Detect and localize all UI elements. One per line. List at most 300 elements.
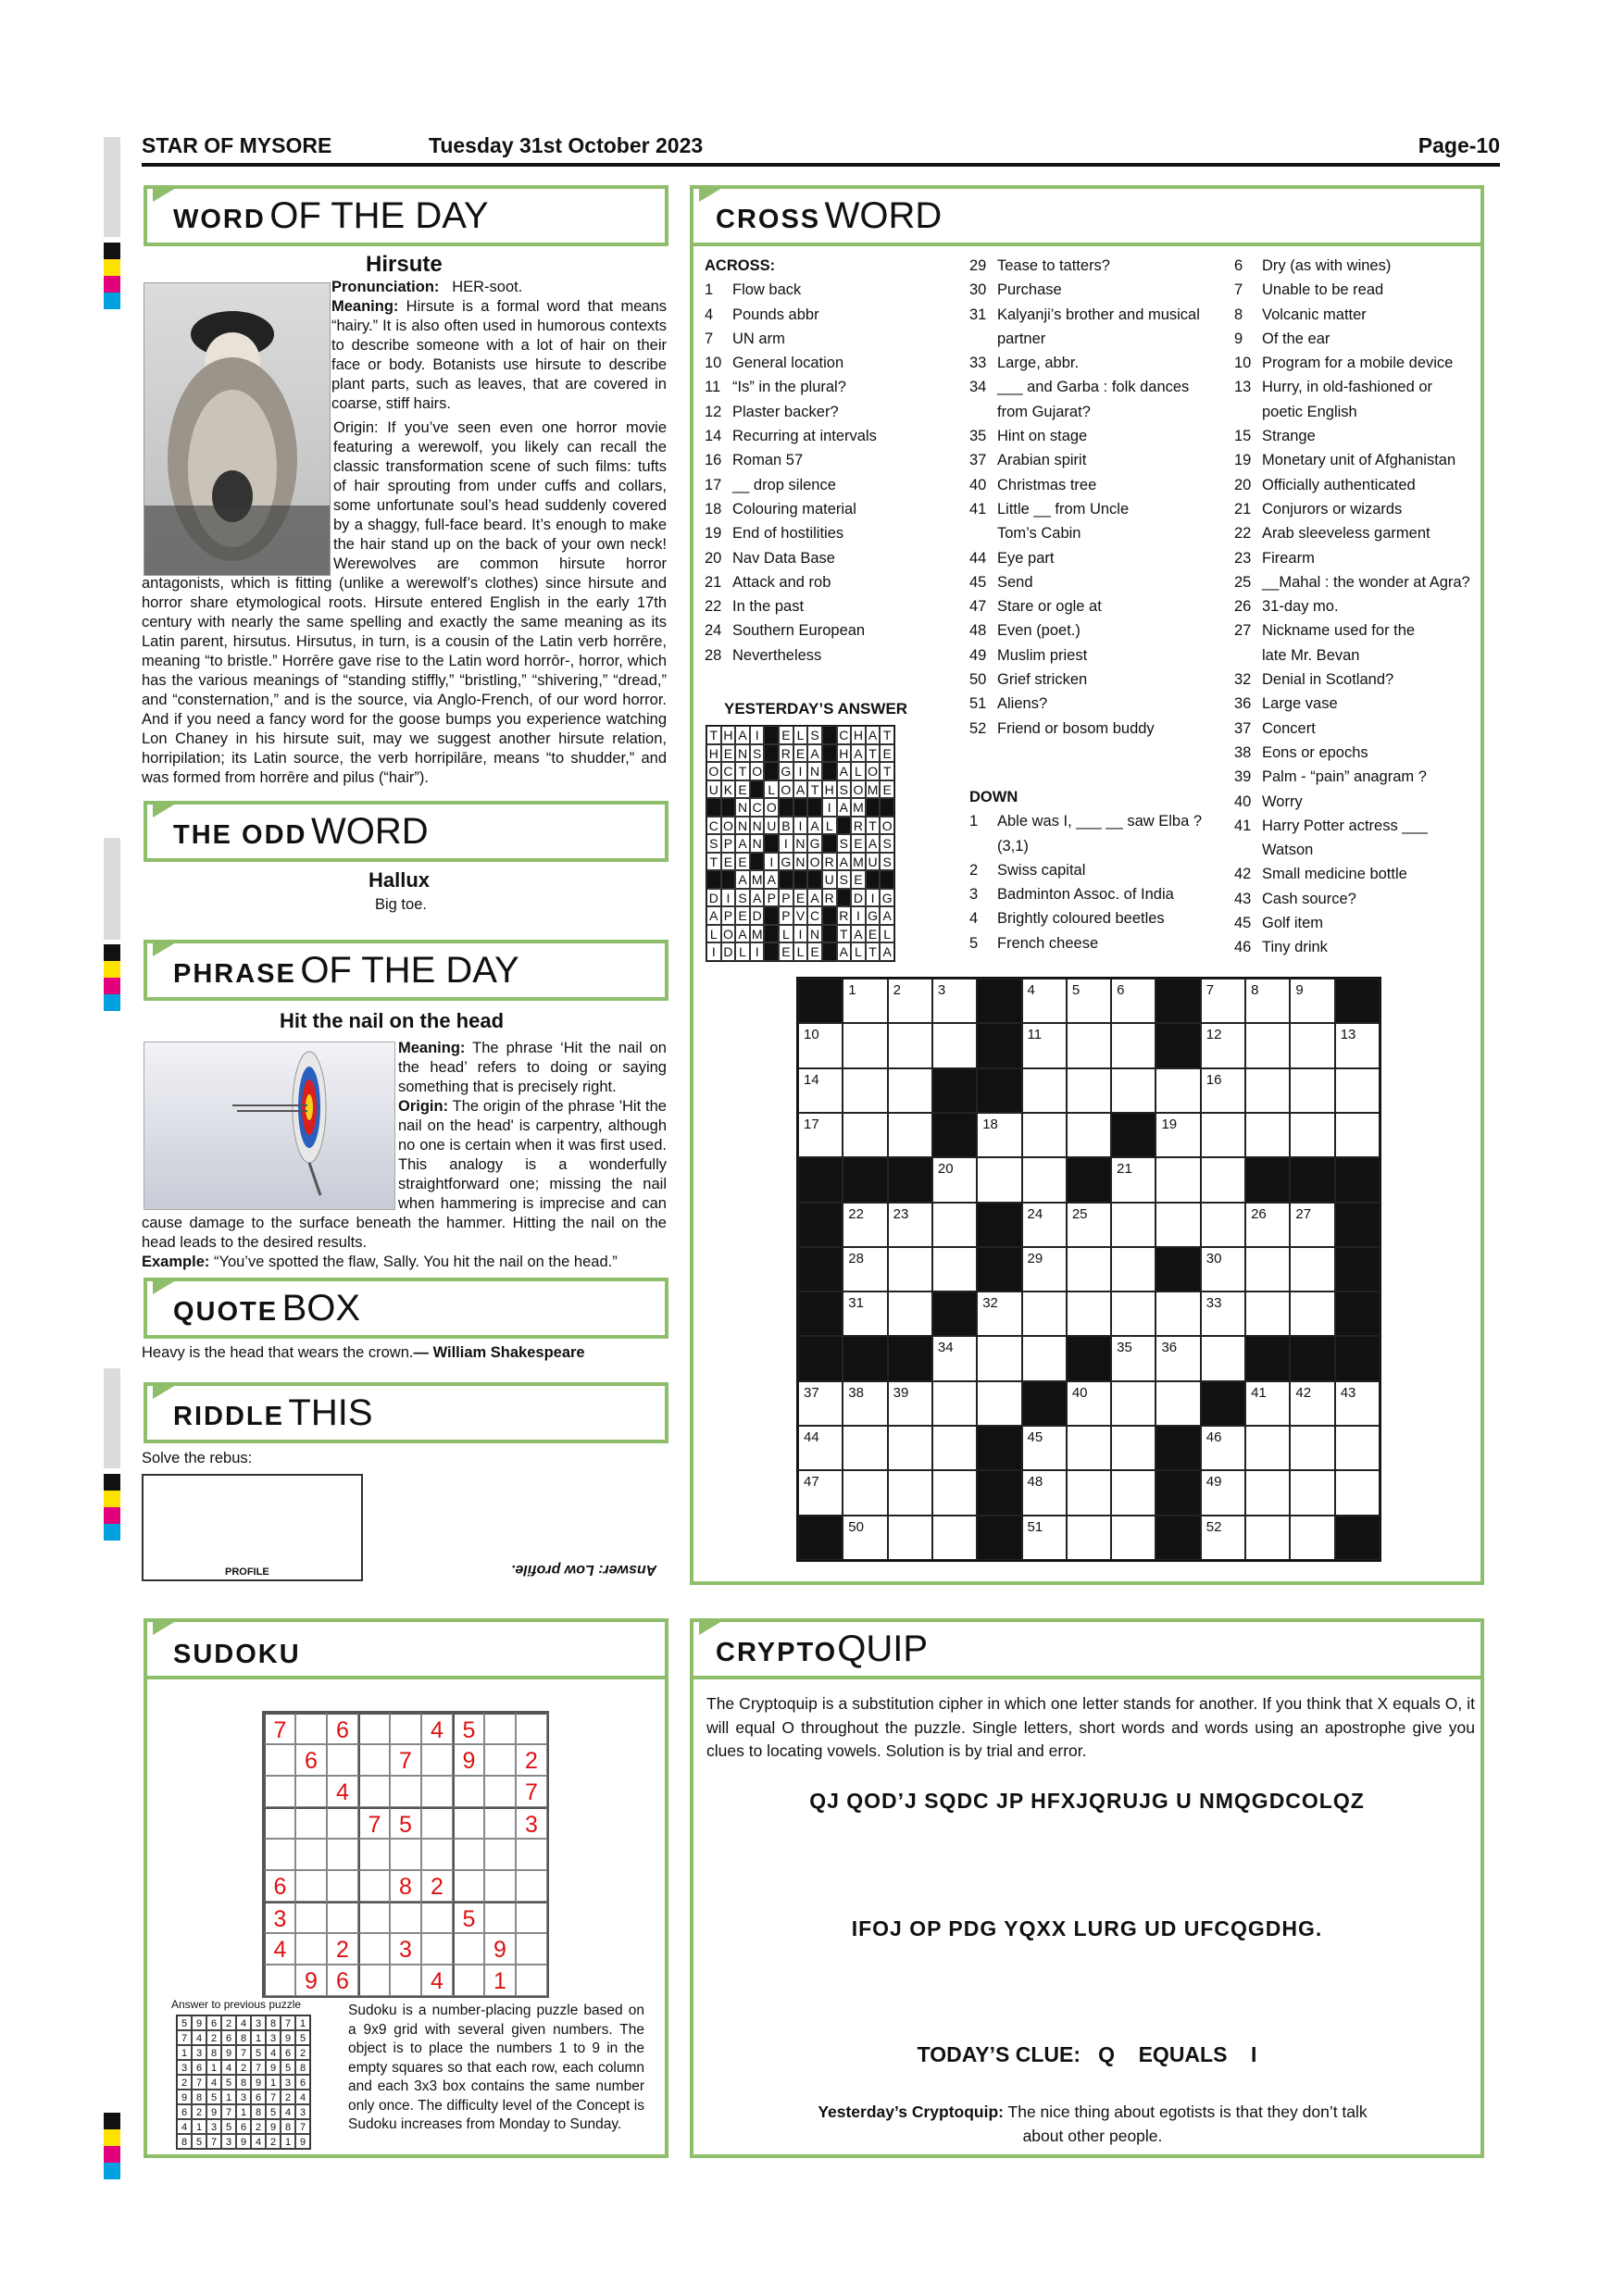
across-heading: ACROSS: bbox=[705, 257, 776, 274]
crossword-cell[interactable] bbox=[1245, 1292, 1290, 1336]
sudoku-cell[interactable] bbox=[358, 1839, 390, 1870]
sudoku-cell[interactable]: 4 bbox=[327, 1776, 358, 1807]
clue-item: 20 Officially authenticated bbox=[1234, 476, 1416, 493]
yesterday-cell: B bbox=[779, 817, 793, 835]
sudoku-cell[interactable]: 1 bbox=[484, 1965, 516, 1996]
sudoku-cell[interactable] bbox=[516, 1933, 547, 1965]
crossword-cell[interactable] bbox=[888, 1292, 932, 1336]
crossword-cell[interactable]: 22 bbox=[843, 1203, 887, 1247]
crossword-cell[interactable]: 49 bbox=[1201, 1470, 1245, 1515]
crossword-cell[interactable] bbox=[1111, 1247, 1156, 1292]
crossword-cell[interactable] bbox=[1335, 1113, 1380, 1157]
clue-item: 43 Cash source? bbox=[1234, 890, 1356, 907]
crossword-cell[interactable] bbox=[1335, 1426, 1380, 1470]
yesterday-cell bbox=[822, 834, 837, 853]
crossword-cell bbox=[798, 1336, 843, 1380]
crossword-cell bbox=[798, 979, 843, 1023]
sudoku-cell[interactable] bbox=[421, 1807, 453, 1839]
crossword-cell[interactable]: 10 bbox=[798, 1023, 843, 1067]
crossword-cell[interactable]: 32 bbox=[977, 1292, 1021, 1336]
crossword-cell[interactable] bbox=[843, 1470, 887, 1515]
yesterday-cell: G bbox=[779, 762, 793, 780]
clue-item: 51 Aliens? bbox=[969, 695, 1048, 713]
sudoku-cell[interactable] bbox=[295, 1807, 327, 1839]
crossword-cell[interactable]: 41 bbox=[1245, 1381, 1290, 1426]
crossword-cell[interactable] bbox=[888, 1426, 932, 1470]
sudoku-cell[interactable] bbox=[390, 1713, 421, 1744]
sudoku-cell[interactable] bbox=[453, 1839, 484, 1870]
yesterday-cell: U bbox=[706, 780, 721, 799]
sudoku-cell[interactable] bbox=[453, 1870, 484, 1902]
crossword-cell[interactable]: 47 bbox=[798, 1470, 843, 1515]
crossword-cell[interactable] bbox=[1111, 1381, 1156, 1426]
crossword-cell[interactable] bbox=[843, 1068, 887, 1113]
crossword-cell[interactable]: 2 bbox=[888, 979, 932, 1023]
previous-sudoku-cell: 1 bbox=[266, 2075, 281, 2090]
sudoku-cell[interactable]: 7 bbox=[516, 1776, 547, 1807]
publication-name: STAR OF MYSORE bbox=[142, 133, 332, 157]
sudoku-cell[interactable]: 2 bbox=[516, 1744, 547, 1776]
previous-sudoku-cell: 1 bbox=[236, 2104, 251, 2119]
sudoku-cell[interactable] bbox=[390, 1839, 421, 1870]
crossword-cell[interactable] bbox=[1111, 1203, 1156, 1247]
sudoku-cell[interactable] bbox=[421, 1933, 453, 1965]
crossword-cell[interactable]: 6 bbox=[1111, 979, 1156, 1023]
yesterday-cell: E bbox=[735, 906, 750, 925]
crossword-cell[interactable] bbox=[1156, 1381, 1200, 1426]
crossword-cell[interactable] bbox=[1111, 1470, 1156, 1515]
sudoku-cell[interactable]: 4 bbox=[421, 1965, 453, 1996]
sudoku-cell[interactable] bbox=[390, 1965, 421, 1996]
crossword-cell[interactable] bbox=[1290, 1247, 1334, 1292]
crossword-cell[interactable] bbox=[843, 1426, 887, 1470]
odd-word-title: THE ODD WORD bbox=[144, 801, 668, 862]
crossword-cell[interactable] bbox=[932, 1247, 977, 1292]
yesterday-cell: C bbox=[706, 817, 721, 835]
page-header bbox=[142, 131, 1500, 167]
yesterday-cell: L bbox=[706, 925, 721, 943]
sudoku-cell[interactable]: 7 bbox=[264, 1713, 295, 1744]
crossword-cell[interactable] bbox=[1290, 1426, 1334, 1470]
crossword-cell bbox=[1156, 1516, 1200, 1560]
clue-item: 40 Christmas tree bbox=[969, 476, 1097, 493]
previous-sudoku-cell: 2 bbox=[266, 2134, 281, 2149]
sudoku-cell[interactable] bbox=[295, 1839, 327, 1870]
crossword-cell[interactable] bbox=[1201, 1113, 1245, 1157]
clue-item: 1 Able was I, ___ __ saw Elba ? bbox=[969, 813, 1203, 830]
crossword-cell[interactable] bbox=[1111, 1023, 1156, 1067]
crossword-cell[interactable]: 14 bbox=[798, 1068, 843, 1113]
sudoku-cell[interactable]: 7 bbox=[358, 1807, 390, 1839]
previous-sudoku-cell: 3 bbox=[281, 2075, 295, 2090]
print-margin-bar bbox=[104, 137, 120, 237]
previous-sudoku-cell: 5 bbox=[281, 2060, 295, 2075]
clue-item: 50 Grief stricken bbox=[969, 671, 1088, 689]
crossword-cell bbox=[1067, 1157, 1111, 1202]
previous-sudoku-cell: 8 bbox=[281, 2119, 295, 2134]
crossword-cell[interactable] bbox=[1156, 1157, 1200, 1202]
sudoku-cell[interactable]: 2 bbox=[421, 1870, 453, 1902]
crossword-cell[interactable]: 21 bbox=[1111, 1157, 1156, 1202]
yesterday-cell: A bbox=[735, 870, 750, 889]
sudoku-cell[interactable] bbox=[453, 1776, 484, 1807]
sudoku-cell[interactable] bbox=[295, 1902, 327, 1933]
crossword-cell bbox=[1245, 1336, 1290, 1380]
sudoku-cell[interactable]: 9 bbox=[453, 1744, 484, 1776]
sudoku-cell[interactable] bbox=[484, 1744, 516, 1776]
sudoku-cell[interactable] bbox=[516, 1870, 547, 1902]
sudoku-cell[interactable] bbox=[358, 1713, 390, 1744]
sudoku-cell[interactable] bbox=[516, 1965, 547, 1996]
sudoku-cell[interactable]: 4 bbox=[264, 1933, 295, 1965]
crossword-cell bbox=[1335, 1157, 1380, 1202]
sudoku-cell[interactable] bbox=[453, 1965, 484, 1996]
crossword-cell[interactable] bbox=[977, 1336, 1021, 1380]
crossword-cell bbox=[1335, 1516, 1380, 1560]
crossword-cell[interactable]: 48 bbox=[1022, 1470, 1067, 1515]
crossword-cell[interactable] bbox=[1067, 1247, 1111, 1292]
sudoku-cell[interactable] bbox=[516, 1713, 547, 1744]
yesterday-cell: O bbox=[880, 817, 894, 835]
crossword-cell[interactable]: 20 bbox=[932, 1157, 977, 1202]
crossword-cell[interactable] bbox=[1156, 1068, 1200, 1113]
crossword-cell[interactable]: 19 bbox=[1156, 1113, 1200, 1157]
crossword-cell[interactable] bbox=[932, 1023, 977, 1067]
crossword-cell bbox=[888, 1157, 932, 1202]
crossword-cell[interactable]: 31 bbox=[843, 1292, 887, 1336]
crossword-cell[interactable] bbox=[1245, 1247, 1290, 1292]
sudoku-cell[interactable]: 5 bbox=[390, 1807, 421, 1839]
yesterday-cell: I bbox=[706, 942, 721, 961]
yesterday-cell bbox=[837, 889, 852, 907]
previous-sudoku-cell: 7 bbox=[281, 2015, 295, 2030]
sudoku-cell[interactable]: 3 bbox=[390, 1933, 421, 1965]
sudoku-cell[interactable] bbox=[327, 1839, 358, 1870]
clue-item: 7 UN arm bbox=[705, 330, 785, 347]
crossword-cell[interactable] bbox=[1290, 1292, 1334, 1336]
crossword-cell[interactable]: 25 bbox=[1067, 1203, 1111, 1247]
crossword-cell[interactable]: 38 bbox=[843, 1381, 887, 1426]
crossword-cell[interactable]: 36 bbox=[1156, 1336, 1200, 1380]
crossword-cell[interactable] bbox=[1067, 1023, 1111, 1067]
previous-sudoku-cell: 4 bbox=[192, 2030, 206, 2045]
sudoku-cell[interactable] bbox=[484, 1776, 516, 1807]
sudoku-cell[interactable]: 5 bbox=[453, 1902, 484, 1933]
crossword-cell[interactable] bbox=[1067, 1426, 1111, 1470]
yesterday-cell: T bbox=[706, 726, 721, 744]
crossword-cell[interactable] bbox=[1290, 1516, 1334, 1560]
previous-sudoku-cell: 6 bbox=[295, 2075, 310, 2090]
sudoku-cell[interactable] bbox=[264, 1965, 295, 1996]
phrase-of-day-phrase: Hit the nail on the head bbox=[280, 1009, 505, 1032]
crossword-cell[interactable]: 35 bbox=[1111, 1336, 1156, 1380]
yesterday-cell: G bbox=[807, 834, 822, 853]
crossword-cell[interactable] bbox=[977, 1157, 1021, 1202]
crossword-cell[interactable] bbox=[888, 1068, 932, 1113]
sudoku-cell[interactable] bbox=[421, 1776, 453, 1807]
sudoku-cell[interactable] bbox=[358, 1902, 390, 1933]
sudoku-cell[interactable] bbox=[484, 1839, 516, 1870]
crossword-cell bbox=[843, 1336, 887, 1380]
odd-word-meaning: Big toe. bbox=[375, 896, 427, 913]
yesterday-cell: C bbox=[721, 762, 736, 780]
yesterday-cell: T bbox=[866, 817, 881, 835]
sudoku-cell[interactable] bbox=[421, 1902, 453, 1933]
crossword-cell[interactable] bbox=[843, 1023, 887, 1067]
crossword-cell[interactable]: 39 bbox=[888, 1381, 932, 1426]
previous-sudoku-cell: 3 bbox=[236, 2090, 251, 2104]
crossword-cell[interactable]: 8 bbox=[1245, 979, 1290, 1023]
crossword-cell[interactable] bbox=[1156, 1203, 1200, 1247]
crossword-cell[interactable]: 34 bbox=[932, 1336, 977, 1380]
crossword-cell[interactable] bbox=[1022, 1292, 1067, 1336]
yesterday-cell: A bbox=[851, 744, 866, 763]
crossword-cell[interactable]: 23 bbox=[888, 1203, 932, 1247]
crossword-cell[interactable] bbox=[932, 1203, 977, 1247]
sudoku-cell[interactable] bbox=[484, 1902, 516, 1933]
clue-item: 20 Nav Data Base bbox=[705, 549, 835, 567]
crossword-cell[interactable]: 28 bbox=[843, 1247, 887, 1292]
crossword-cell[interactable] bbox=[888, 1470, 932, 1515]
yesterday-cell: N bbox=[735, 744, 750, 763]
clue-item: 23 Firearm bbox=[1234, 549, 1315, 567]
sudoku-cell[interactable]: 6 bbox=[264, 1870, 295, 1902]
sudoku-cell[interactable] bbox=[358, 1965, 390, 1996]
crossword-cell[interactable]: 3 bbox=[932, 979, 977, 1023]
sudoku-cell[interactable] bbox=[516, 1902, 547, 1933]
sudoku-cell[interactable] bbox=[358, 1870, 390, 1902]
previous-sudoku-cell: 6 bbox=[281, 2045, 295, 2060]
crossword-cell[interactable]: 24 bbox=[1022, 1203, 1067, 1247]
previous-sudoku-cell: 2 bbox=[177, 2075, 192, 2090]
crossword-cell[interactable] bbox=[1245, 1068, 1290, 1113]
crossword-cell[interactable]: 12 bbox=[1201, 1023, 1245, 1067]
sudoku-cell[interactable]: 6 bbox=[327, 1713, 358, 1744]
sudoku-cell[interactable] bbox=[516, 1839, 547, 1870]
yesterday-cell: R bbox=[822, 889, 837, 907]
sudoku-cell[interactable] bbox=[358, 1933, 390, 1965]
sudoku-cell[interactable] bbox=[327, 1807, 358, 1839]
yesterday-cell: D bbox=[851, 889, 866, 907]
sudoku-cell[interactable] bbox=[358, 1744, 390, 1776]
crossword-cell[interactable]: 13 bbox=[1335, 1023, 1380, 1067]
crossword-cell[interactable]: 17 bbox=[798, 1113, 843, 1157]
yesterday-cell: P bbox=[779, 889, 793, 907]
crossword-cell[interactable] bbox=[1022, 1336, 1067, 1380]
crossword-cell[interactable] bbox=[1022, 1068, 1067, 1113]
crossword-cell[interactable]: 29 bbox=[1022, 1247, 1067, 1292]
crossword-cell[interactable] bbox=[1111, 1068, 1156, 1113]
sudoku-cell[interactable]: 2 bbox=[327, 1933, 358, 1965]
yesterday-cell: D bbox=[750, 906, 765, 925]
crossword-cell[interactable] bbox=[1156, 1292, 1200, 1336]
crossword-cell[interactable] bbox=[932, 1381, 977, 1426]
sudoku-cell[interactable]: 9 bbox=[295, 1965, 327, 1996]
crossword-cell[interactable]: 42 bbox=[1290, 1381, 1334, 1426]
sudoku-cell[interactable] bbox=[484, 1713, 516, 1744]
sudoku-cell[interactable] bbox=[390, 1902, 421, 1933]
crossword-cell[interactable] bbox=[888, 1113, 932, 1157]
clue-item: 16 Roman 57 bbox=[705, 452, 804, 469]
crossword-cell[interactable]: 46 bbox=[1201, 1426, 1245, 1470]
crossword-cell[interactable]: 1 bbox=[843, 979, 887, 1023]
crossword-cell[interactable]: 51 bbox=[1022, 1516, 1067, 1560]
yesterday-cell: N bbox=[793, 834, 808, 853]
sudoku-cell[interactable] bbox=[390, 1776, 421, 1807]
clue-item: 26 31-day mo. bbox=[1234, 598, 1339, 616]
crossword-cell[interactable]: 44 bbox=[798, 1426, 843, 1470]
crossword-cell[interactable]: 7 bbox=[1201, 979, 1245, 1023]
crossword-cell[interactable] bbox=[1067, 1068, 1111, 1113]
crossword-cell[interactable] bbox=[843, 1113, 887, 1157]
sudoku-cell[interactable] bbox=[264, 1776, 295, 1807]
crossword-cell[interactable]: 11 bbox=[1022, 1023, 1067, 1067]
sudoku-cell[interactable] bbox=[264, 1839, 295, 1870]
sudoku-cell[interactable]: 3 bbox=[516, 1807, 547, 1839]
sudoku-cell[interactable] bbox=[264, 1744, 295, 1776]
down-heading: DOWN bbox=[969, 789, 1018, 805]
crossword-cell[interactable]: 45 bbox=[1022, 1426, 1067, 1470]
previous-sudoku-cell: 7 bbox=[206, 2134, 221, 2149]
crossword-cell[interactable]: 5 bbox=[1067, 979, 1111, 1023]
yesterday-cell: A bbox=[866, 834, 881, 853]
crossword-cell[interactable] bbox=[1245, 1023, 1290, 1067]
crossword-cell[interactable] bbox=[1067, 1470, 1111, 1515]
crossword-cell[interactable] bbox=[1290, 1470, 1334, 1515]
crossword-cell[interactable] bbox=[1111, 1426, 1156, 1470]
previous-sudoku-cell: 8 bbox=[206, 2045, 221, 2060]
sudoku-cell[interactable]: 5 bbox=[453, 1713, 484, 1744]
previous-sudoku-cell: 3 bbox=[251, 2015, 266, 2030]
color-registration-mark bbox=[104, 1474, 120, 1541]
crossword-cell[interactable] bbox=[1290, 1068, 1334, 1113]
crossword-cell[interactable] bbox=[1111, 1516, 1156, 1560]
crossword-cell bbox=[932, 1113, 977, 1157]
crossword-cell[interactable]: 40 bbox=[1067, 1381, 1111, 1426]
sudoku-cell[interactable] bbox=[295, 1933, 327, 1965]
sudoku-cell[interactable] bbox=[295, 1870, 327, 1902]
crossword-cell[interactable]: 16 bbox=[1201, 1068, 1245, 1113]
sudoku-cell[interactable] bbox=[327, 1870, 358, 1902]
sudoku-cell[interactable] bbox=[484, 1807, 516, 1839]
crossword-cell[interactable] bbox=[1290, 1113, 1334, 1157]
previous-sudoku-cell: 6 bbox=[192, 2060, 206, 2075]
crossword-cell bbox=[1335, 1336, 1380, 1380]
crossword-cell[interactable] bbox=[1245, 1516, 1290, 1560]
crossword-cell[interactable]: 50 bbox=[843, 1516, 887, 1560]
sudoku-cell[interactable]: 9 bbox=[484, 1933, 516, 1965]
crossword-cell[interactable]: 43 bbox=[1335, 1381, 1380, 1426]
sudoku-cell[interactable] bbox=[295, 1776, 327, 1807]
crossword-cell[interactable] bbox=[1245, 1470, 1290, 1515]
crossword-title: CROSS WORD bbox=[690, 185, 1484, 246]
crossword-cell[interactable] bbox=[888, 1247, 932, 1292]
sudoku-cell[interactable]: 3 bbox=[264, 1902, 295, 1933]
sudoku-cell[interactable] bbox=[358, 1776, 390, 1807]
crossword-cell[interactable] bbox=[1245, 1426, 1290, 1470]
previous-sudoku-cell: 1 bbox=[177, 2045, 192, 2060]
crossword-cell[interactable]: 52 bbox=[1201, 1516, 1245, 1560]
yesterday-cell bbox=[822, 726, 837, 744]
yesterday-cell: E bbox=[793, 744, 808, 763]
crossword-cell[interactable] bbox=[977, 1381, 1021, 1426]
previous-sudoku-answer-grid bbox=[176, 2015, 311, 2150]
sudoku-cell[interactable] bbox=[327, 1744, 358, 1776]
previous-sudoku-cell: 1 bbox=[206, 2060, 221, 2075]
previous-sudoku-cell: 2 bbox=[251, 2119, 266, 2134]
clue-item: 41 Little __ from Uncle bbox=[969, 500, 1130, 518]
crossword-cell[interactable] bbox=[1335, 1470, 1380, 1515]
crossword-cell[interactable]: 37 bbox=[798, 1381, 843, 1426]
sudoku-cell[interactable] bbox=[484, 1870, 516, 1902]
across-clues-2 bbox=[969, 254, 1229, 741]
crossword-cell[interactable] bbox=[1290, 1023, 1334, 1067]
sudoku-cell[interactable] bbox=[453, 1933, 484, 1965]
phrase-of-day-title: PHRASE OF THE DAY bbox=[144, 940, 668, 1001]
crossword-cell[interactable]: 18 bbox=[977, 1113, 1021, 1157]
sudoku-cell[interactable]: 7 bbox=[390, 1744, 421, 1776]
yesterday-cell: L bbox=[764, 780, 779, 799]
previous-sudoku-cell: 2 bbox=[236, 2060, 251, 2075]
previous-sudoku-cell: 8 bbox=[266, 2015, 281, 2030]
yesterday-cell: H bbox=[706, 744, 721, 763]
sudoku-cell[interactable] bbox=[295, 1713, 327, 1744]
crossword-cell[interactable] bbox=[1111, 1292, 1156, 1336]
sudoku-cell[interactable] bbox=[264, 1807, 295, 1839]
sudoku-cell[interactable]: 6 bbox=[327, 1965, 358, 1996]
sudoku-cell[interactable]: 8 bbox=[390, 1870, 421, 1902]
crossword-cell[interactable]: 4 bbox=[1022, 979, 1067, 1023]
sudoku-cell[interactable] bbox=[421, 1744, 453, 1776]
previous-sudoku-cell: 9 bbox=[177, 2090, 192, 2104]
crossword-cell[interactable] bbox=[1335, 1068, 1380, 1113]
color-registration-mark bbox=[104, 944, 120, 1011]
crossword-cell[interactable] bbox=[1022, 1157, 1067, 1202]
crossword-cell[interactable] bbox=[932, 1470, 977, 1515]
crossword-cell[interactable]: 30 bbox=[1201, 1247, 1245, 1292]
sudoku-cell[interactable] bbox=[327, 1902, 358, 1933]
crossword-cell[interactable] bbox=[888, 1516, 932, 1560]
sudoku-cell[interactable] bbox=[453, 1807, 484, 1839]
crossword-cell[interactable] bbox=[1067, 1292, 1111, 1336]
sudoku-cell[interactable]: 4 bbox=[421, 1713, 453, 1744]
crossword-cell[interactable] bbox=[1245, 1113, 1290, 1157]
crossword-cell[interactable] bbox=[1067, 1113, 1111, 1157]
sudoku-title: SUDOKU bbox=[144, 1618, 668, 1679]
crossword-cell[interactable] bbox=[1201, 1157, 1245, 1202]
crossword-cell[interactable] bbox=[1201, 1336, 1245, 1380]
color-registration-mark bbox=[104, 2113, 120, 2179]
crossword-cell[interactable] bbox=[1067, 1516, 1111, 1560]
crossword-cell bbox=[932, 1292, 977, 1336]
cryptoquip-clue: TODAY’S CLUE: Q EQUALS I bbox=[917, 2042, 1257, 2066]
previous-sudoku-cell: 2 bbox=[192, 2104, 206, 2119]
crossword-cell[interactable]: 33 bbox=[1201, 1292, 1245, 1336]
clue-item: 33 Large, abbr. bbox=[969, 355, 1080, 372]
crossword-cell[interactable] bbox=[1201, 1203, 1245, 1247]
crossword-cell[interactable]: 27 bbox=[1290, 1203, 1334, 1247]
crossword-cell[interactable] bbox=[1022, 1113, 1067, 1157]
sudoku-cell[interactable] bbox=[421, 1839, 453, 1870]
crossword-cell[interactable] bbox=[888, 1023, 932, 1067]
crossword-cell[interactable] bbox=[932, 1516, 977, 1560]
yesterday-cell: E bbox=[807, 942, 822, 961]
crossword-cell[interactable]: 26 bbox=[1245, 1203, 1290, 1247]
crossword-cell[interactable]: 9 bbox=[1290, 979, 1334, 1023]
crossword-cell[interactable] bbox=[932, 1426, 977, 1470]
sudoku-cell[interactable]: 6 bbox=[295, 1744, 327, 1776]
clue-item: 4 Pounds abbr bbox=[705, 306, 819, 323]
